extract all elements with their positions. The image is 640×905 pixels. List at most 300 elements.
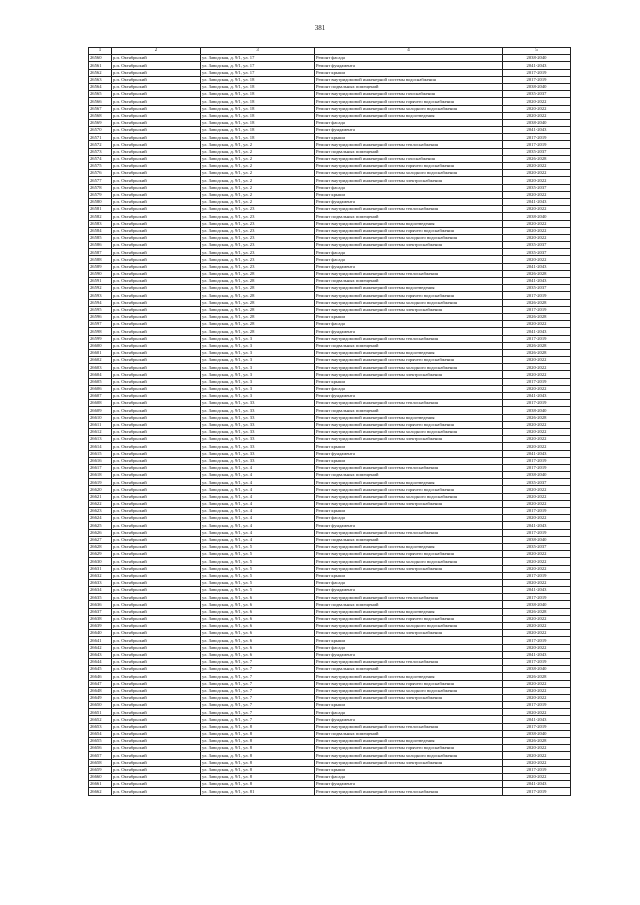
settlement-cell: р.п. Октябрьский — [112, 436, 201, 443]
work-type-cell: Ремонт подвальных помещений — [315, 666, 503, 673]
work-type-cell: Ремонт внутридомовой инженерной системы горячего водоснабжения — [315, 98, 503, 105]
work-type-cell: Ремонт крыши — [315, 457, 503, 464]
settlement-cell: р.п. Октябрьский — [112, 658, 201, 665]
row-number-cell: 26654 — [89, 730, 112, 737]
work-type-cell: Ремонт внутридомовой инженерной системы теплоснабжения — [315, 400, 503, 407]
address-cell: ул. Заводская, д. 9/1, ул. 23 — [201, 242, 315, 249]
row-number-cell: 26580 — [89, 198, 112, 205]
period-cell: 2026-2028 — [503, 155, 571, 162]
row-number-cell: 26569 — [89, 119, 112, 126]
period-cell: 2017-2019 — [503, 306, 571, 313]
table-row — [89, 536, 571, 543]
row-number-cell: 26591 — [89, 278, 112, 285]
work-type-cell: Ремонт крыши — [315, 378, 503, 385]
work-type-cell: Ремонт фасада — [315, 579, 503, 586]
work-type-cell: Ремонт фундамента — [315, 127, 503, 134]
settlement-cell: р.п. Октябрьский — [112, 414, 201, 421]
period-cell: 2020-2022 — [503, 687, 571, 694]
row-number-cell: 26649 — [89, 694, 112, 701]
work-type-cell: Ремонт внутридомовой инженерной системы горячего водоснабжения — [315, 680, 503, 687]
work-type-cell: Ремонт крыши — [315, 134, 503, 141]
address-cell: ул. Заводская, д. 9/1, ул. 4 — [201, 486, 315, 493]
row-number-cell: 26612 — [89, 428, 112, 435]
work-type-cell: Ремонт внутридомовой инженерной системы холодного водоснабжения — [315, 752, 503, 759]
period-cell: 2020-2022 — [503, 364, 571, 371]
settlement-cell: р.п. Октябрьский — [112, 184, 201, 191]
work-type-cell: Ремонт внутридомовой инженерной системы горячего водоснабжения — [315, 163, 503, 170]
period-cell: 2017-2019 — [503, 335, 571, 342]
row-number-cell: 26640 — [89, 630, 112, 637]
work-type-cell: Ремонт внутридомовой инженерной системы водоотведения — [315, 673, 503, 680]
settlement-cell: р.п. Октябрьский — [112, 349, 201, 356]
work-type-cell: Ремонт подвальных помещений — [315, 536, 503, 543]
work-type-cell: Ремонт крыши — [315, 702, 503, 709]
work-type-cell: Ремонт внутридомовой инженерной системы водоотведения — [315, 285, 503, 292]
work-type-cell: Ремонт фундамента — [315, 781, 503, 788]
period-cell: 2017-2019 — [503, 69, 571, 76]
period-cell: 2020-2022 — [503, 220, 571, 227]
period-cell: 2035-2037 — [503, 91, 571, 98]
period-cell: 2020-2022 — [503, 256, 571, 263]
period-cell: 2020-2022 — [503, 565, 571, 572]
period-cell: 2035-2037 — [503, 184, 571, 191]
period-cell: 2017-2019 — [503, 572, 571, 579]
work-type-cell: Ремонт подвальных помещений — [315, 730, 503, 737]
settlement-cell: р.п. Октябрьский — [112, 766, 201, 773]
row-number-cell: 26576 — [89, 170, 112, 177]
settlement-cell: р.п. Октябрьский — [112, 285, 201, 292]
address-cell: ул. Заводская, д. 9/1, ул. 18 — [201, 98, 315, 105]
address-cell: ул. Заводская, д. 9/1, ул. 23 — [201, 249, 315, 256]
work-type-cell: Ремонт крыши — [315, 766, 503, 773]
work-type-cell: Ремонт внутридомовой инженерной системы водоотведения — [315, 414, 503, 421]
settlement-cell: р.п. Октябрьский — [112, 55, 201, 62]
table-row — [89, 357, 571, 364]
table-row — [89, 364, 571, 371]
work-type-cell: Ремонт подвальных помещений — [315, 83, 503, 90]
settlement-cell: р.п. Октябрьский — [112, 723, 201, 730]
address-cell: ул. Заводская, д. 9/1, ул. 8 — [201, 745, 315, 752]
settlement-cell: р.п. Октябрьский — [112, 263, 201, 270]
row-number-cell: 26622 — [89, 500, 112, 507]
address-cell: ул. Заводская, д. 9/1, ул. 7 — [201, 673, 315, 680]
work-type-cell: Ремонт подвальных помещений — [315, 601, 503, 608]
work-type-cell: Ремонт фундамента — [315, 263, 503, 270]
row-number-cell: 26634 — [89, 587, 112, 594]
work-type-cell: Ремонт внутридомовой инженерной системы теплоснабжения — [315, 206, 503, 213]
row-number-cell: 26660 — [89, 773, 112, 780]
settlement-cell: р.п. Октябрьский — [112, 234, 201, 241]
address-cell: ул. Заводская, д. 9/1, ул. 7 — [201, 709, 315, 716]
settlement-cell: р.п. Октябрьский — [112, 443, 201, 450]
settlement-cell: р.п. Октябрьский — [112, 292, 201, 299]
period-cell: 2020-2022 — [503, 170, 571, 177]
period-cell: 2020-2022 — [503, 206, 571, 213]
work-type-cell: Ремонт внутридомовой инженерной системы водоотведения — [315, 349, 503, 356]
settlement-cell: р.п. Октябрьский — [112, 450, 201, 457]
row-number-cell: 26648 — [89, 687, 112, 694]
work-type-cell: Ремонт внутридомовой инженерной системы электроснабжения — [315, 565, 503, 572]
column-header: 1 — [89, 48, 112, 55]
table-row — [89, 486, 571, 493]
period-cell: 2026-2028 — [503, 342, 571, 349]
row-number-cell: 26575 — [89, 163, 112, 170]
period-cell: 2038-2040 — [503, 472, 571, 479]
period-cell: 2041-2043 — [503, 522, 571, 529]
settlement-cell: р.п. Октябрьский — [112, 191, 201, 198]
address-cell: ул. Заводская, д. 9/1, ул. 4 — [201, 522, 315, 529]
work-type-cell: Ремонт внутридомовой инженерной системы горячего водоснабжения — [315, 486, 503, 493]
table-row — [89, 443, 571, 450]
period-cell: 2017-2019 — [503, 141, 571, 148]
settlement-cell: р.п. Октябрьский — [112, 62, 201, 69]
address-cell: ул. Заводская, д. 9/1, ул. 3 — [201, 393, 315, 400]
table-row — [89, 177, 571, 184]
row-number-cell: 26614 — [89, 443, 112, 450]
settlement-cell: р.п. Октябрьский — [112, 730, 201, 737]
address-cell: ул. Заводская, д. 9/1, ул. 28 — [201, 278, 315, 285]
period-cell: 2020-2022 — [503, 680, 571, 687]
table-row — [89, 62, 571, 69]
row-number-cell: 26566 — [89, 98, 112, 105]
address-cell: ул. Заводская, д. 9/1, ул. 8 — [201, 723, 315, 730]
work-type-cell: Ремонт фундамента — [315, 716, 503, 723]
period-cell: 2020-2022 — [503, 234, 571, 241]
table-row — [89, 644, 571, 651]
row-number-cell: 26647 — [89, 680, 112, 687]
period-cell: 2017-2019 — [503, 76, 571, 83]
address-cell: ул. Заводская, д. 9/1, ул. 3 — [201, 385, 315, 392]
work-type-cell: Ремонт внутридомовой инженерной системы газоснабжения — [315, 155, 503, 162]
period-cell: 2020-2022 — [503, 321, 571, 328]
period-cell: 2017-2019 — [503, 508, 571, 515]
row-number-cell: 26574 — [89, 155, 112, 162]
work-type-cell: Ремонт внутридомовой инженерной системы теплоснабжения — [315, 529, 503, 536]
settlement-cell: р.п. Октябрьский — [112, 464, 201, 471]
work-type-cell: Ремонт внутридомовой инженерной системы электроснабжения — [315, 371, 503, 378]
period-cell: 2020-2022 — [503, 759, 571, 766]
settlement-cell: р.п. Октябрьский — [112, 594, 201, 601]
period-cell: 2017-2019 — [503, 594, 571, 601]
table-row — [89, 579, 571, 586]
row-number-cell: 26610 — [89, 414, 112, 421]
work-type-cell: Ремонт внутридомовой инженерной системы горячего водоснабжения — [315, 292, 503, 299]
table-row — [89, 773, 571, 780]
period-cell: 2020-2022 — [503, 558, 571, 565]
work-type-cell: Ремонт внутридомовой инженерной системы горячего водоснабжения — [315, 227, 503, 234]
row-number-cell: 26650 — [89, 702, 112, 709]
table-row — [89, 292, 571, 299]
table-row — [89, 673, 571, 680]
table-row — [89, 723, 571, 730]
row-number-cell: 26597 — [89, 321, 112, 328]
work-type-cell: Ремонт фундамента — [315, 62, 503, 69]
table-row — [89, 623, 571, 630]
address-cell: ул. Заводская, д. 9/1, ул. 2 — [201, 163, 315, 170]
settlement-cell: р.п. Октябрьский — [112, 752, 201, 759]
address-cell: ул. Заводская, д. 9/1, ул. 28 — [201, 292, 315, 299]
row-number-cell: 26643 — [89, 651, 112, 658]
table-row — [89, 730, 571, 737]
address-cell: ул. Заводская, д. 9/1, ул. 3 — [201, 349, 315, 356]
column-header: 3 — [201, 48, 315, 55]
row-number-cell: 26626 — [89, 529, 112, 536]
address-cell: ул. Заводская, д. 9/1, ул. 28 — [201, 285, 315, 292]
period-cell: 2035-2037 — [503, 543, 571, 550]
settlement-cell: р.п. Октябрьский — [112, 335, 201, 342]
settlement-cell: р.п. Октябрьский — [112, 479, 201, 486]
row-number-cell: 26653 — [89, 723, 112, 730]
table-row — [89, 385, 571, 392]
period-cell: 2041-2043 — [503, 587, 571, 594]
row-number-cell: 26593 — [89, 292, 112, 299]
row-number-cell: 26605 — [89, 378, 112, 385]
row-number-cell: 26659 — [89, 766, 112, 773]
column-header: 2 — [112, 48, 201, 55]
work-type-cell: Ремонт внутридомовой инженерной системы электроснабжения — [315, 759, 503, 766]
settlement-cell: р.п. Октябрьский — [112, 105, 201, 112]
address-cell: ул. Заводская, д. 9/1, ул. 4 — [201, 500, 315, 507]
table-row — [89, 457, 571, 464]
settlement-cell: р.п. Октябрьский — [112, 91, 201, 98]
settlement-cell: р.п. Октябрьский — [112, 148, 201, 155]
address-cell: ул. Заводская, д. 9/1, ул. 5 — [201, 579, 315, 586]
address-cell: ул. Заводская, д. 9/1, ул. 6 — [201, 630, 315, 637]
period-cell: 2026-2028 — [503, 313, 571, 320]
address-cell: ул. Заводская, д. 9/1, ул. 8 — [201, 752, 315, 759]
settlement-cell: р.п. Октябрьский — [112, 587, 201, 594]
row-number-cell: 26598 — [89, 328, 112, 335]
settlement-cell: р.п. Октябрьский — [112, 615, 201, 622]
address-cell: ул. Заводская, д. 9/1, ул. 7 — [201, 680, 315, 687]
row-number-cell: 26631 — [89, 565, 112, 572]
period-cell: 2020-2022 — [503, 694, 571, 701]
settlement-cell: р.п. Октябрьский — [112, 127, 201, 134]
work-type-cell: Ремонт фасада — [315, 119, 503, 126]
row-number-cell: 26642 — [89, 644, 112, 651]
period-cell: 2041-2043 — [503, 450, 571, 457]
row-number-cell: 26657 — [89, 752, 112, 759]
row-number-cell: 26601 — [89, 349, 112, 356]
table-row — [89, 702, 571, 709]
table-row — [89, 76, 571, 83]
period-cell: 2017-2019 — [503, 766, 571, 773]
work-type-cell: Ремонт внутридомовой инженерной системы теплоснабжения — [315, 723, 503, 730]
settlement-cell: р.п. Октябрьский — [112, 141, 201, 148]
row-number-cell: 26567 — [89, 105, 112, 112]
address-cell: ул. Заводская, д. 9/1, ул. 6 — [201, 644, 315, 651]
address-cell: ул. Заводская, д. 9/1, ул. 2 — [201, 184, 315, 191]
work-type-cell: Ремонт внутридомовой инженерной системы водоотведения — [315, 479, 503, 486]
settlement-cell: р.п. Октябрьский — [112, 357, 201, 364]
row-number-cell: 26565 — [89, 91, 112, 98]
column-header: 5 — [503, 48, 571, 55]
work-type-cell: Ремонт внутридомовой инженерной системы холодного водоснабжения — [315, 364, 503, 371]
table-row — [89, 98, 571, 105]
settlement-cell: р.п. Октябрьский — [112, 163, 201, 170]
work-type-cell: Ремонт внутридомовой инженерной системы водоотведения — [315, 543, 503, 550]
row-number-cell: 26611 — [89, 421, 112, 428]
work-type-cell: Ремонт фасада — [315, 515, 503, 522]
table-row — [89, 464, 571, 471]
table-row — [89, 119, 571, 126]
period-cell: 2041-2043 — [503, 651, 571, 658]
table-row — [89, 206, 571, 213]
settlement-cell: р.п. Октябрьский — [112, 673, 201, 680]
table-row — [89, 155, 571, 162]
work-type-cell: Ремонт внутридомовой инженерной системы горячего водоснабжения — [315, 551, 503, 558]
address-cell: ул. Заводская, д. 9/1, ул. 18 — [201, 134, 315, 141]
address-cell: ул. Заводская, д. 9/1, ул. 23 — [201, 220, 315, 227]
table-row — [89, 565, 571, 572]
work-type-cell: Ремонт внутридомовой инженерной системы водоотведения — [315, 220, 503, 227]
period-cell: 2038-2040 — [503, 730, 571, 737]
work-type-cell: Ремонт внутридомовой инженерной системы холодного водоснабжения — [315, 170, 503, 177]
period-cell: 2020-2022 — [503, 551, 571, 558]
row-number-cell: 26615 — [89, 450, 112, 457]
address-cell: ул. Заводская, д. 9/1, ул. 33 — [201, 414, 315, 421]
address-cell: ул. Заводская, д. 9/1, ул. 3 — [201, 378, 315, 385]
table-row — [89, 55, 571, 62]
table-row — [89, 184, 571, 191]
table-row — [89, 342, 571, 349]
address-cell: ул. Заводская, д. 9/1, ул. 18 — [201, 83, 315, 90]
table-row — [89, 242, 571, 249]
row-number-cell: 26586 — [89, 242, 112, 249]
period-cell: 2017-2019 — [503, 378, 571, 385]
settlement-cell: р.п. Октябрьский — [112, 644, 201, 651]
settlement-cell: р.п. Октябрьский — [112, 371, 201, 378]
address-cell: ул. Заводская, д. 9/1, ул. 4 — [201, 479, 315, 486]
settlement-cell: р.п. Октябрьский — [112, 69, 201, 76]
table-row — [89, 529, 571, 536]
address-cell: ул. Заводская, д. 9/1, ул. 2 — [201, 155, 315, 162]
address-cell: ул. Заводская, д. 9/1, ул. 8 — [201, 738, 315, 745]
period-cell: 2020-2022 — [503, 371, 571, 378]
address-cell: ул. Заводская, д. 9/1, ул. 23 — [201, 234, 315, 241]
address-cell: ул. Заводская, д. 9/1, ул. 5 — [201, 572, 315, 579]
settlement-cell: р.п. Октябрьский — [112, 651, 201, 658]
table-row — [89, 127, 571, 134]
table-row — [89, 285, 571, 292]
settlement-cell: р.п. Октябрьский — [112, 486, 201, 493]
table-row — [89, 306, 571, 313]
work-type-cell: Ремонт внутридомовой инженерной системы электроснабжения — [315, 306, 503, 313]
row-number-cell: 26594 — [89, 299, 112, 306]
period-cell: 2017-2019 — [503, 637, 571, 644]
row-number-cell: 26607 — [89, 393, 112, 400]
address-cell: ул. Заводская, д. 9/1, ул. 6 — [201, 601, 315, 608]
address-cell: ул. Заводская, д. 9/1, ул. 4 — [201, 536, 315, 543]
work-type-cell: Ремонт внутридомовой инженерной системы электроснабжения — [315, 177, 503, 184]
table-row — [89, 393, 571, 400]
address-cell: ул. Заводская, д. 9/1, ул. 4 — [201, 464, 315, 471]
period-cell: 2017-2019 — [503, 457, 571, 464]
row-number-cell: 26592 — [89, 285, 112, 292]
settlement-cell: р.п. Октябрьский — [112, 134, 201, 141]
table-row — [89, 421, 571, 428]
table-row — [89, 651, 571, 658]
row-number-cell: 26581 — [89, 206, 112, 213]
settlement-cell: р.п. Октябрьский — [112, 716, 201, 723]
row-number-cell: 26562 — [89, 69, 112, 76]
work-type-cell: Ремонт внутридомовой инженерной системы электроснабжения — [315, 500, 503, 507]
table-row — [89, 781, 571, 788]
settlement-cell: р.п. Октябрьский — [112, 666, 201, 673]
address-cell: ул. Заводская, д. 9/1, ул. 23 — [201, 206, 315, 213]
period-cell: 2020-2022 — [503, 177, 571, 184]
address-cell: ул. Заводская, д. 9/1, ул. 6 — [201, 594, 315, 601]
table-row — [89, 371, 571, 378]
table-row — [89, 522, 571, 529]
work-type-cell: Ремонт внутридомовой инженерной системы водоснабжения — [315, 76, 503, 83]
table-row — [89, 680, 571, 687]
address-cell: ул. Заводская, д. 9/1, ул. 3 — [201, 335, 315, 342]
period-cell: 2038-2040 — [503, 666, 571, 673]
address-cell: ул. Заводская, д. 9/1, ул. 18 — [201, 76, 315, 83]
period-cell: 2017-2019 — [503, 464, 571, 471]
address-cell: ул. Заводская, д. 9/1, ул. 18 — [201, 112, 315, 119]
row-number-cell: 26617 — [89, 464, 112, 471]
period-cell: 2038-2040 — [503, 83, 571, 90]
period-cell: 2020-2022 — [503, 500, 571, 507]
table-row — [89, 191, 571, 198]
table-row — [89, 450, 571, 457]
table-row — [89, 321, 571, 328]
row-number-cell: 26625 — [89, 522, 112, 529]
row-number-cell: 26588 — [89, 256, 112, 263]
address-cell: ул. Заводская, д. 9/1, ул. 6 — [201, 651, 315, 658]
settlement-cell: р.п. Октябрьский — [112, 472, 201, 479]
table-row — [89, 558, 571, 565]
period-cell: 2017-2019 — [503, 529, 571, 536]
period-cell: 2020-2022 — [503, 163, 571, 170]
table-row — [89, 249, 571, 256]
settlement-cell: р.п. Октябрьский — [112, 551, 201, 558]
settlement-cell: р.п. Октябрьский — [112, 773, 201, 780]
address-cell: ул. Заводская, д. 9/1, ул. 18 — [201, 105, 315, 112]
table-row — [89, 328, 571, 335]
period-cell: 2017-2019 — [503, 400, 571, 407]
work-type-cell: Ремонт крыши — [315, 69, 503, 76]
table-row — [89, 256, 571, 263]
work-type-cell: Ремонт фундамента — [315, 587, 503, 594]
settlement-cell: р.п. Октябрьский — [112, 500, 201, 507]
address-cell: ул. Заводская, д. 9/1, ул. 5 — [201, 558, 315, 565]
period-cell: 2020-2022 — [503, 443, 571, 450]
address-cell: ул. Заводская, д. 9/1, ул. 7 — [201, 687, 315, 694]
row-number-cell: 26656 — [89, 745, 112, 752]
period-cell: 2020-2022 — [503, 773, 571, 780]
address-cell: ул. Заводская, д. 9/1, ул. 18 — [201, 127, 315, 134]
work-type-cell: Ремонт фасада — [315, 256, 503, 263]
table-row — [89, 213, 571, 220]
address-cell: ул. Заводская, д. 9/1, ул. 18 — [201, 119, 315, 126]
address-cell: ул. Заводская, д. 9/1, ул. 33 — [201, 407, 315, 414]
settlement-cell: р.п. Октябрьский — [112, 709, 201, 716]
work-type-cell: Ремонт фасада — [315, 773, 503, 780]
table-row — [89, 198, 571, 205]
period-cell: 2020-2022 — [503, 515, 571, 522]
row-number-cell: 26585 — [89, 234, 112, 241]
work-type-cell: Ремонт фундамента — [315, 522, 503, 529]
table-row — [89, 658, 571, 665]
table-row — [89, 500, 571, 507]
period-cell: 2020-2022 — [503, 615, 571, 622]
work-type-cell: Ремонт крыши — [315, 572, 503, 579]
table-row — [89, 766, 571, 773]
work-type-cell: Ремонт фундамента — [315, 651, 503, 658]
